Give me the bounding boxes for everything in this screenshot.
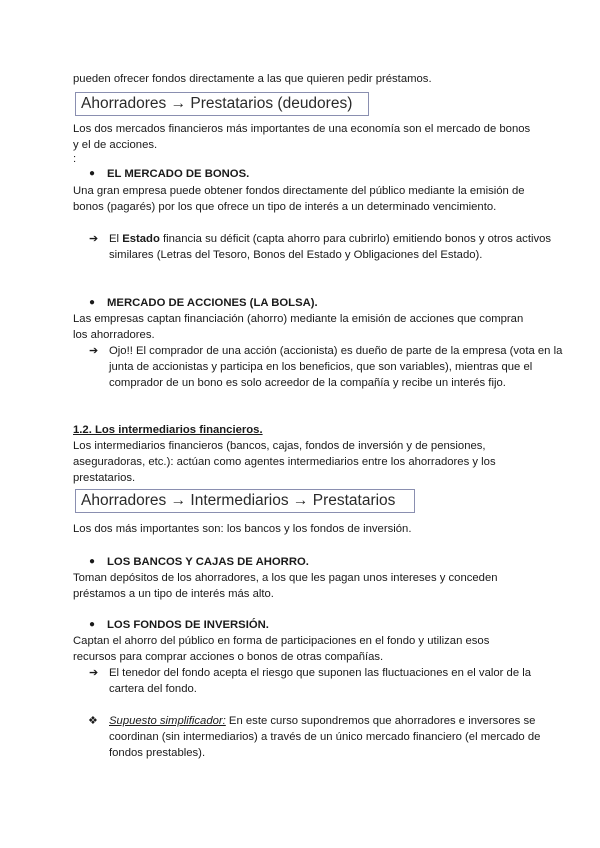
section-paragraph: Los intermediarios financieros (bancos, cajas, fondos de inversión y de pensiones, aseguradoras, etc.): actúan como agentes intermediarios entre los ahorradores y los prestatarios.	[73, 440, 496, 485]
bancos-paragraph: Toman depósitos de los ahorradores, a los que les pagan unos intereses y conceden préstamos a un tipo de interés más alto.	[73, 572, 498, 601]
bancos-heading-text: LOS BANCOS Y CAJAS DE AHORRO.	[107, 556, 309, 568]
acciones-paragraph: Las empresas captan financiación (ahorro) mediante la emisión de acciones que compran los ahorradores.	[73, 313, 524, 342]
mercados-paragraph: Los dos mercados financieros más importantes de una economía son el mercado de bonos y el de acciones.	[73, 123, 531, 152]
intro-line: pueden ofrecer fondos directamente a las que quieren pedir préstamos.	[73, 73, 432, 85]
acciones-heading-text: MERCADO DE ACCIONES (LA BOLSA).	[107, 297, 318, 309]
bonos-paragraph: Una gran empresa puede obtener fondos directamente del público mediante la emisión de bonos (pagarés) por los que ofrece un tipo de interés a un determinado vencimiento.	[73, 185, 525, 214]
diamond-bullet-icon: ❖	[88, 715, 98, 727]
bonos-heading-text: EL MERCADO DE BONOS.	[107, 168, 250, 180]
fondos-heading-text: LOS FONDOS DE INVERSIÓN.	[107, 619, 269, 631]
bullet-icon: ●	[89, 168, 96, 179]
bonos-heading	[73, 166, 567, 182]
bonos-sub-item	[73, 231, 569, 263]
fondos-sub-item	[73, 665, 569, 697]
acciones-heading	[73, 295, 567, 311]
bancos-heading	[73, 554, 567, 570]
bullet-icon: ●	[89, 556, 96, 567]
supuesto-note	[73, 713, 569, 762]
colon-line: :	[73, 153, 77, 165]
flow-box-1-wrap	[73, 88, 533, 120]
flow-box-2-wrap	[73, 485, 533, 517]
fondos-sub-text: El tenedor del fondo acepta el riesgo que suponen las fluctuaciones en el valor de la cartera del fondo.	[109, 667, 532, 696]
section-heading: 1.2. Los intermediarios financieros.	[73, 424, 263, 436]
bullet-icon: ●	[89, 297, 96, 308]
supuesto-label: Supuesto simplificador:	[109, 715, 226, 727]
importantes-line: Los dos más importantes son: los bancos y los fondos de inversión.	[73, 523, 412, 535]
arrow-icon: ➔	[89, 233, 99, 245]
fondos-heading	[73, 617, 567, 633]
arrow-icon: ➔	[89, 345, 99, 357]
acciones-sub-text: Ojo!! El comprador de una acción (accionista) es dueño de parte de la empresa (vota en la junta de accionistas y participa en los beneficios, que son variables), mientras que el comprador de un bono es solo acreedor de la compañía y recibe un interés fijo.	[109, 345, 563, 390]
bullet-icon: ●	[89, 619, 96, 630]
supuesto-text: En este curso supondremos que ahorradores e inversores se coordinan (sin intermediarios) a través de un único mercado financiero (el mercado de fondos prestables).	[109, 715, 541, 760]
fondos-paragraph: Captan el ahorro del público en forma de participaciones en el fondo y utilizan esos recursos para comprar acciones o bonos de otras compañías.	[73, 635, 490, 664]
acciones-sub-item	[73, 343, 569, 392]
flow-box-intermediated: Ahorradores → Intermediarios → Prestatarios	[75, 489, 415, 513]
bonos-sub-bold: Estado	[122, 233, 160, 245]
bonos-sub-rest: financia su déficit (capta ahorro para cubrirlo) emitiendo bonos y otros activos similares (Letras del Tesoro, Bonos del Estado y Obligaciones del Estado).	[109, 233, 552, 262]
arrow-icon: ➔	[89, 667, 99, 679]
bonos-sub-prefix: El	[109, 233, 123, 245]
flow-box-direct: Ahorradores → Prestatarios (deudores)	[75, 92, 369, 116]
